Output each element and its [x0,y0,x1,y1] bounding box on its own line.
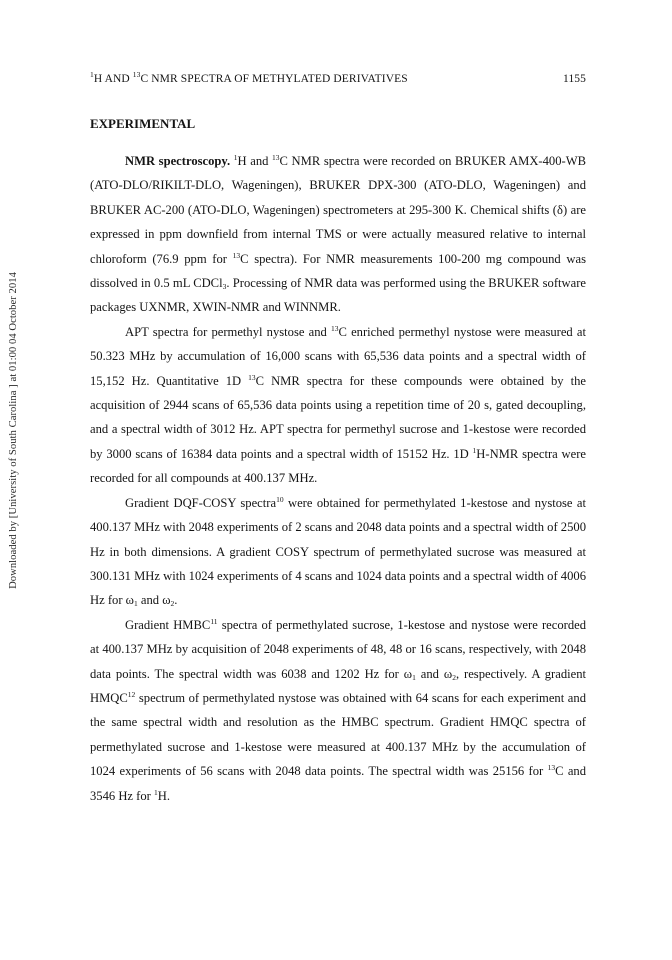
section-heading: EXPERIMENTAL [90,116,196,131]
download-watermark-text: Downloaded by [University of South Carolina ] at 01:00 04 October 2014 [7,271,19,589]
page-number: 1155 [563,73,586,85]
paragraph-dqf-cosy: Gradient DQF-COSY spectra$^{10}$ were obtained for permethylated 1-kestose and nystose at 400.137 MHz with 2048 experiments of 2 scans and 2048 data points and a spectral width of 2500 Hz in both dimensions. A gradient COSY spectrum of permethylated sucrose was measured at 300.131 MHz with 1024 experiments of 4 scans and 1024 data points and a spectral width of 4006 Hz for $\omega_1$ and $\omega_2$. [90,494,587,609]
running-head-sup-1: 1 [90,70,94,79]
running-head-sup-13: 13 [132,70,141,79]
download-watermark [2,170,24,690]
paragraph-hmbc-hmqc: Gradient HMBC$^{11}$ spectra of permethylated sucrose, 1-kestose and nystose were recorded at 400.137 MHz by acquisition of 2048 experiments of 48, 48 or 16 scans, respectively, with 2048 data points. The spectral width was 6038 and 1202 Hz for $\omega_1$ and $\omega_2$, respectively. A gradient HMQC$^{12}$ spectrum of permethylated nystose was obtained with 64 scans for each experiment and the same spectral width and resolution as the HMBC spectrum. Gradient HMQC spectra of permethylated sucrose and 1-kestose were measured at 400.137 MHz by the accumulation of 1024 experiments of 56 scans with 2048 data points. The spectral width was 25156 for $^{13}$C and 3546 Hz for $^1$H. [90,616,587,803]
running-head-title: $^1$H AND $^{13}$C NMR SPECTRA OF METHYLATED DERIVATIVES [90,70,408,85]
paragraph-nmr-spectroscopy: NMR spectroscopy. $^1$H and $^{13}$C NMR spectra were recorded on BRUKER AMX-400-WB (ATO-DLO/RIKILT-DLO, Wageningen), BRUKER DPX-300 (ATO-DLO, Wageningen) and BRUKER AC-200 (ATO-DLO, Wageningen) spectrometers at 295-300 K. Chemical shifts (δ) are expressed in ppm downfield from internal TMS or were actually measured relative to internal chloroform (76.9 ppm for $^{13}$C spectra). For NMR measurements 100-200 mg compound was dissolved in 0.5 mL CDCl$_3$. Processing of NMR data was performed using the BRUKER software packages UXNMR, XWIN-NMR and WINNMR. [90,153,587,315]
run-in-heading: NMR spectroscopy. [125,154,231,168]
paragraph-apt-spectra: APT spectra for permethyl nystose and $^{13}$C enriched permethyl nystose were measured at 50.323 MHz by accumulation of 16,000 scans with 65,536 data points and a spectral width of 15,152 Hz. Quantitative 1D $^{13}$C NMR spectra for these compounds were obtained by the acquisition of 2944 scans of 65,536 data points using a repetition time of 20 s, gated decoupling, and a spectral width of 3012 Hz. APT spectra for permethyl sucrose and 1-kestose were recorded by 3000 scans of 16384 data points and a spectral width of 15152 Hz. 1D $^1$H-NMR spectra were recorded for all compounds at 400.137 MHz. [90,323,586,486]
body-text [90,149,586,808]
